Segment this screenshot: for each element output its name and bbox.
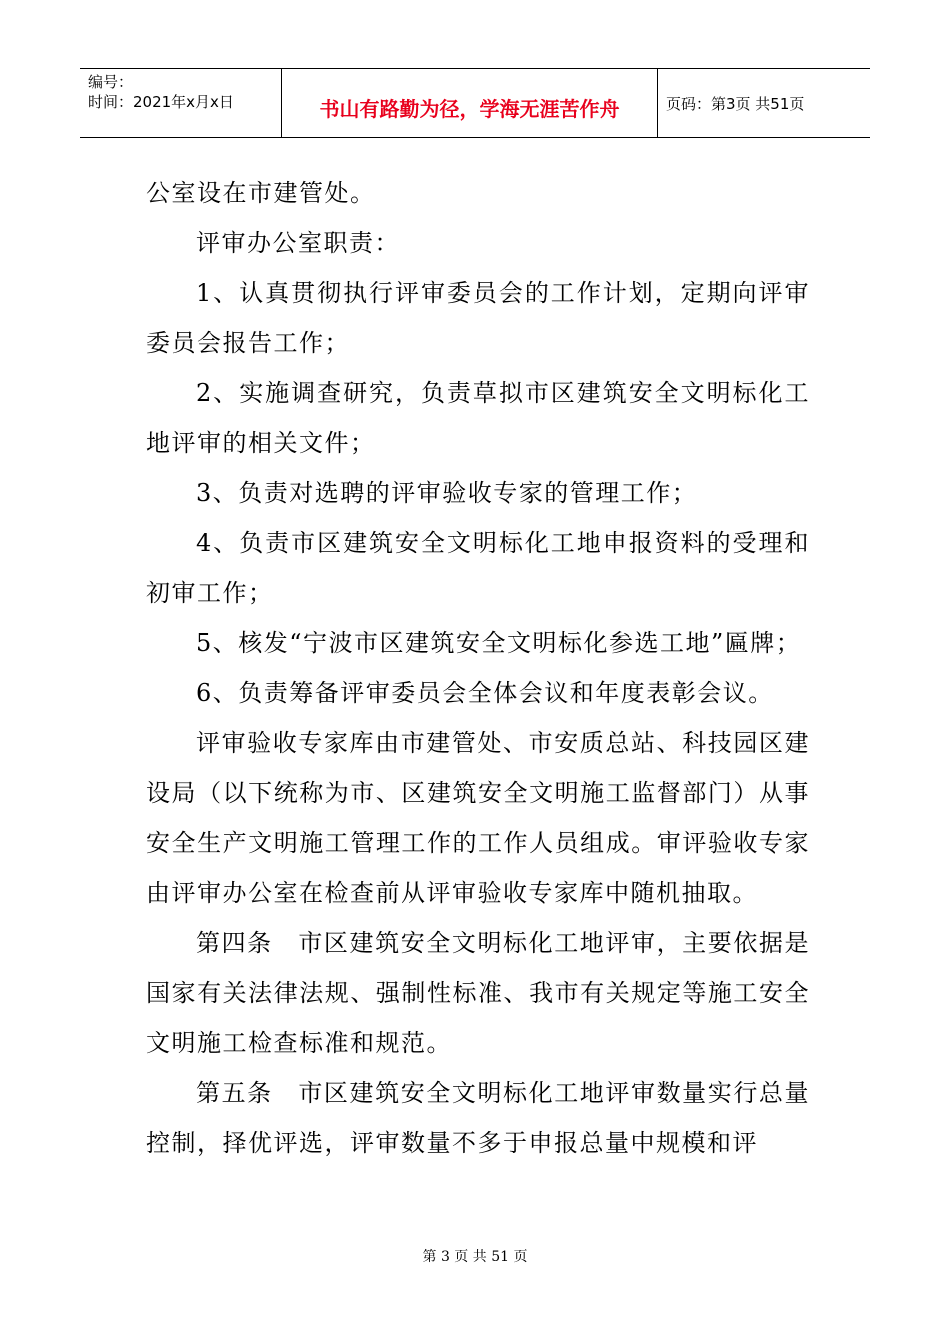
paragraph: 6、负责筹备评审委员会全体会议和年度表彰会议。 — [196, 679, 774, 707]
header-meta-cell — [80, 69, 282, 137]
page-footer: 第 3 页 共 51 页 — [422, 1249, 528, 1265]
paragraph: 第五条 市区建筑安全文明标化工地评审数量实行总量控制，择优评选，评审数量不多于申报总量中规模和评 — [146, 1079, 810, 1157]
header-motto: 书山有路勤为径，学海无涯苦作舟 — [319, 97, 620, 121]
paragraph: 4、负责市区建筑安全文明标化工地申报资料的受理和初审工作； — [146, 529, 810, 607]
paragraph: 公室设在市建管处。 — [146, 179, 376, 207]
document-body — [146, 168, 810, 1168]
paragraph: 1、认真贯彻执行评审委员会的工作计划，定期向评审委员会报告工作； — [146, 279, 810, 357]
document-time-label: 时间：2021年x月x日 — [88, 93, 234, 111]
paragraph: 5、核发“宁波市区建筑安全文明标化参选工地”匾牌； — [196, 629, 802, 657]
paragraph: 3、负责对选聘的评审验收专家的管理工作； — [196, 479, 698, 507]
document-number-label: 编号： — [88, 73, 134, 91]
paragraph: 评审验收专家库由市建管处、市安质总站、科技园区建设局（以下统称为市、区建筑安全文明施工监督部门）从事安全生产文明施工管理工作的工作人员组成。审评验收专家由评审办公室在检查前从评审验收专家库中随机抽取。 — [146, 729, 810, 907]
paragraph: 评审办公室职责： — [196, 229, 400, 257]
paragraph: 2、实施调查研究，负责草拟市区建筑安全文明标化工地评审的相关文件； — [146, 379, 810, 457]
header-motto-cell — [282, 69, 658, 137]
paragraph: 第四条 市区建筑安全文明标化工地评审，主要依据是国家有关法律法规、强制性标准、我市有关规定等施工安全文明施工检查标准和规范。 — [146, 929, 810, 1057]
page-header — [80, 68, 870, 138]
header-page-cell — [658, 69, 870, 137]
header-page-info: 页码：第3页 共51页 — [666, 95, 805, 113]
